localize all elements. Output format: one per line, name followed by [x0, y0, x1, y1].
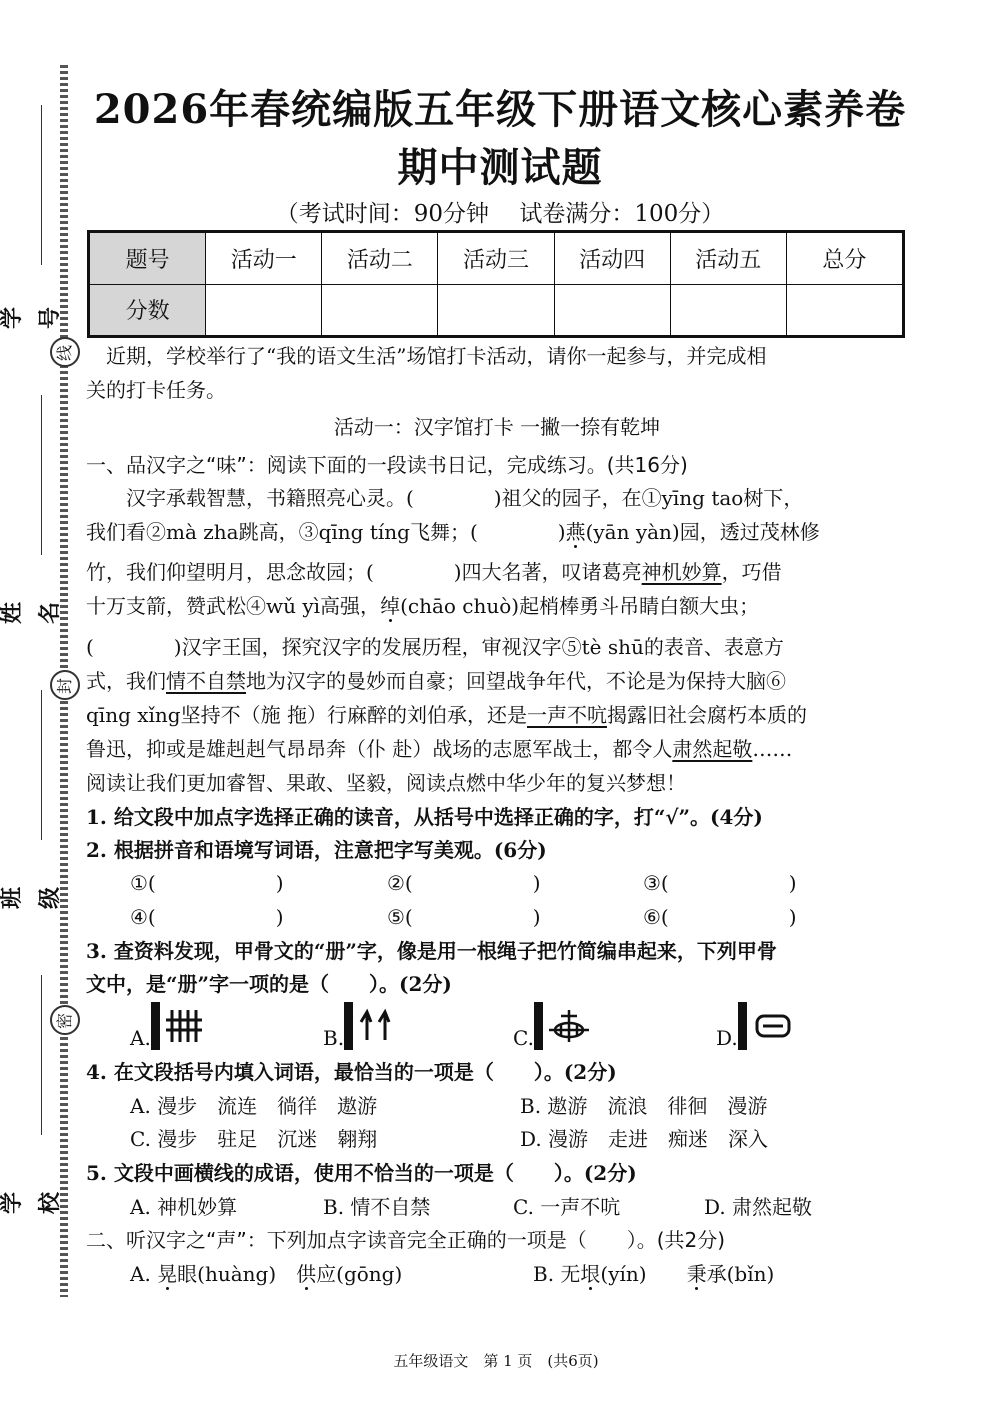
- dotted-char: 燕: [565, 520, 586, 544]
- intro-line: 关的打卡任务。: [86, 378, 226, 402]
- passage-line: [86, 589, 908, 623]
- option-a[interactable]: [130, 1002, 204, 1050]
- table-row: [89, 232, 904, 285]
- option-d[interactable]: D. 肃然起敬: [704, 1195, 813, 1219]
- passage-line: [86, 732, 908, 766]
- page-footer: 五年级语文 第 1 页 (共6页): [393, 1352, 599, 1370]
- passage-line: 汉字承载智慧，书籍照亮心灵。( )祖父的园子，在①yīng tao树下，: [86, 486, 804, 510]
- answer-blank[interactable]: ②( ): [387, 871, 541, 895]
- table-header-cell: 题号: [89, 232, 206, 285]
- passage-text: 式，我们: [86, 669, 166, 693]
- student-id-label: 学号: [0, 307, 63, 330]
- option-a[interactable]: A. 神机妙算: [130, 1195, 238, 1219]
- passage-text: ……: [752, 737, 793, 761]
- passage-line: 阅读让我们更加睿智、果敢、坚毅，阅读点燃中华少年的复兴梦想！: [86, 771, 686, 795]
- option-d[interactable]: [716, 1002, 795, 1050]
- underlined-idiom: 一声不吭: [526, 703, 607, 727]
- section-heading: 一、品汉字之“味”：阅读下面的一段读书日记，完成练习。(共16分): [86, 453, 688, 477]
- score-cell[interactable]: [670, 284, 786, 337]
- option-b[interactable]: B. 情不自禁: [323, 1195, 431, 1219]
- oracle-glyph-a-icon: [164, 1008, 204, 1044]
- student-id-line: [41, 105, 42, 265]
- option-b[interactable]: [533, 1257, 893, 1291]
- seal-seal-mark: 封: [50, 670, 80, 700]
- passage-line: [86, 664, 908, 698]
- page-subtitle-title: 期中测试题: [397, 144, 603, 191]
- class-label: 班级: [0, 887, 63, 910]
- passage-line: [86, 515, 908, 549]
- option-label: B. 无: [533, 1262, 581, 1286]
- option-c[interactable]: [513, 1002, 591, 1050]
- table-header-cell: 活动二: [322, 232, 438, 285]
- table-header-cell: 活动四: [554, 232, 670, 285]
- intro-line: 近期，学校举行了“我的语文生活”场馆打卡活动，请你一起参与，并完成相: [86, 344, 767, 368]
- underlined-idiom: 肃然起敬: [672, 737, 753, 761]
- underlined-idiom: 情不自禁: [166, 669, 246, 693]
- table-row: [89, 284, 904, 337]
- activity-heading: 活动一：汉字馆打卡 一撇一捺有乾坤: [333, 415, 661, 439]
- option-text: 承(bǐn): [706, 1262, 775, 1286]
- option-label: D.: [716, 1026, 738, 1050]
- passage-text: qīng xǐng坚持不（施 拖）行麻醉的刘伯承，还是: [86, 703, 527, 727]
- passage-text: (yān yàn)园，透过茂林修: [585, 520, 820, 544]
- oracle-glyph-d-icon: [751, 1008, 795, 1044]
- answer-blank[interactable]: ⑤( ): [387, 905, 541, 929]
- oracle-glyph-b-icon: [357, 1008, 397, 1044]
- option-a[interactable]: [130, 1257, 510, 1291]
- passage-line: [86, 555, 908, 589]
- image-block: [151, 1002, 160, 1050]
- passage-line: [86, 698, 908, 732]
- image-block: [534, 1002, 543, 1050]
- option-b[interactable]: [323, 1002, 397, 1050]
- name-label: 姓名: [0, 602, 63, 625]
- question-3: 3. 查资料发现，甲骨文的“册”字，像是用一根绳子把竹简编串起来，下列甲骨: [86, 939, 777, 963]
- passage-text: ，巧借: [721, 560, 782, 584]
- passage-text: 地为汉字的曼妙而自豪；回望战争年代，不论是为保持大脑⑥: [246, 669, 786, 693]
- exam-info: （考试时间：90分钟 试卷满分：100分）: [275, 201, 725, 227]
- oracle-glyph-c-icon: [547, 1008, 591, 1044]
- question-3: 文中，是“册”字一项的是（ ）。(2分): [86, 972, 452, 996]
- score-cell[interactable]: [206, 284, 322, 337]
- answer-blank[interactable]: ⑥( ): [643, 905, 797, 929]
- passage-text: 竹，我们仰望明月，思念故园；( )四大名著，叹诸葛亮: [86, 560, 642, 584]
- school-label: 学校: [0, 1192, 63, 1215]
- question-1: 1. 给文段中加点字选择正确的读音，从括号中选择正确的字，打“√”。(4分): [86, 805, 763, 829]
- score-cell[interactable]: [438, 284, 554, 337]
- class-line: [41, 690, 42, 840]
- dotted-char: 供: [296, 1262, 317, 1286]
- answer-blank[interactable]: ④( ): [130, 905, 284, 929]
- option-b[interactable]: B. 遨游 流浪 徘徊 漫游: [520, 1094, 768, 1118]
- image-block: [344, 1002, 353, 1050]
- option-d[interactable]: D. 漫游 走进 痴迷 深入: [520, 1127, 769, 1151]
- page-title: 2026年春统编版五年级下册语文核心素养卷: [93, 86, 907, 133]
- name-line: [41, 395, 42, 555]
- answer-blank[interactable]: ①( ): [130, 871, 284, 895]
- question-2: 2. 根据拼音和语境写词语，注意把字写美观。(6分): [86, 838, 547, 862]
- section-heading: 二、听汉字之“声”：下列加点字读音完全正确的一项是（ ）。(共2分): [86, 1228, 726, 1252]
- image-block: [738, 1002, 747, 1050]
- table-header-cell: 活动五: [670, 232, 786, 285]
- table-header-cell: 活动三: [438, 232, 554, 285]
- passage-text: 揭露旧社会腐朽本质的: [606, 703, 807, 727]
- dotted-char: 绰: [380, 594, 401, 618]
- score-cell[interactable]: [322, 284, 438, 337]
- question-5: 5. 文段中画横线的成语，使用不恰当的一项是（ ）。(2分): [86, 1161, 637, 1185]
- option-label: C.: [513, 1026, 534, 1050]
- option-c[interactable]: C. 漫步 驻足 沉迷 翱翔: [130, 1127, 378, 1151]
- option-label: B.: [323, 1026, 345, 1050]
- answer-blank[interactable]: ③( ): [643, 871, 797, 895]
- school-line: [41, 975, 42, 1135]
- passage-text: 我们看②mà zha跳高，③qīng tíng飞舞；( ): [86, 520, 566, 544]
- dotted-char: 垠: [580, 1262, 601, 1286]
- score-table: [87, 230, 905, 338]
- dotted-char: 晃: [157, 1262, 178, 1286]
- option-text: (yín): [600, 1262, 687, 1286]
- passage-line: ( )汉字王国，探究汉字的发展历程，审视汉字⑤tè shū的表音、表意方: [86, 635, 784, 659]
- option-text: 眼(huàng): [177, 1262, 297, 1286]
- underlined-idiom: 神机妙算: [641, 560, 722, 584]
- score-cell[interactable]: [786, 284, 903, 337]
- passage-text: 十万支箭，赞武松④wǔ yì高强，: [86, 594, 381, 618]
- seal-secret-mark: 密: [50, 1005, 80, 1035]
- option-text: 应(gōng): [316, 1262, 403, 1286]
- score-cell[interactable]: [554, 284, 670, 337]
- question-4: 4. 在文段括号内填入词语，最恰当的一项是（ ）。(2分): [86, 1060, 617, 1084]
- option-label: A.: [130, 1262, 158, 1286]
- score-label-cell: 分数: [89, 284, 206, 337]
- passage-text: 鲁迅，抑或是雄赳赳气昂昂奔（仆 赴）战场的志愿军战士，都令人: [86, 737, 673, 761]
- passage-text: (chāo chuò)起梢棒勇斗吊睛白额大虫；: [400, 594, 760, 618]
- option-a[interactable]: A. 漫步 流连 徜徉 遨游: [130, 1094, 378, 1118]
- option-c[interactable]: C. 一声不吭: [513, 1195, 621, 1219]
- option-label: A.: [130, 1026, 151, 1050]
- dotted-char: 秉: [686, 1262, 707, 1286]
- table-header-cell: 活动一: [206, 232, 322, 285]
- seal-line-mark: 线: [50, 337, 80, 367]
- table-header-cell: 总分: [786, 232, 903, 285]
